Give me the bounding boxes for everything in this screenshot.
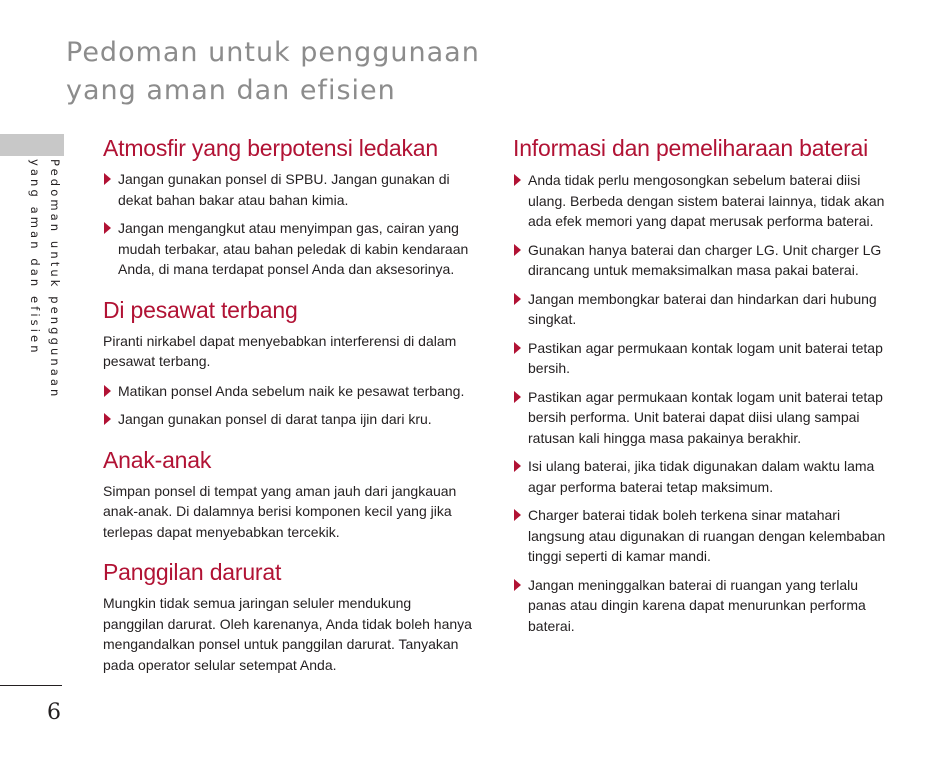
triangle-bullet-icon	[514, 509, 521, 521]
bullet-text: Matikan ponsel Anda sebelum naik ke pesawat terbang.	[118, 382, 465, 399]
triangle-bullet-icon	[514, 293, 521, 305]
section-children	[103, 446, 475, 543]
bullet-text: Jangan gunakan ponsel di darat tanpa ijin dari kru.	[118, 411, 432, 427]
bullet-text: Jangan gunakan ponsel di SPBU. Jangan gunakan di dekat bahan bakar atau bahan kimia.	[118, 171, 450, 208]
paragraph: Piranti nirkabel dapat menyebabkan interferensi di dalam pesawat terbang.	[103, 332, 457, 369]
heading-emergency-calls: Panggilan darurat	[103, 559, 282, 585]
list-item	[513, 387, 893, 449]
bullet-list	[513, 170, 893, 636]
side-tab	[22, 159, 62, 400]
heading-explosive-atmosphere: Atmosfir yang berpotensi ledakan	[103, 135, 438, 161]
section-explosive-atmosphere	[103, 134, 475, 280]
side-tab-line-2: yang aman dan efisien	[28, 159, 42, 356]
list-item	[513, 240, 893, 281]
bullet-text: Isi ulang baterai, jika tidak digunakan dalam waktu lama agar performa baterai tetap maksimum.	[528, 458, 875, 495]
section-emergency-calls	[103, 558, 475, 675]
list-item	[513, 170, 893, 232]
triangle-bullet-icon	[514, 244, 521, 256]
triangle-bullet-icon	[514, 391, 521, 403]
heading-aircraft: Di pesawat terbang	[103, 296, 298, 323]
page-title	[66, 34, 626, 110]
bullet-text: Jangan membongkar baterai dan hindarkan dari hubung singkat.	[528, 290, 877, 327]
bullet-list	[103, 169, 475, 280]
bullet-text: Anda tidak perlu mengosongkan sebelum baterai diisi ulang. Berbeda dengan sistem baterai lainnya, tidak akan ada efek memori yang dapat merusak performa baterai.	[528, 172, 885, 229]
page-title-line-1: Pedoman untuk penggunaan	[66, 37, 480, 68]
list-item	[103, 218, 475, 280]
bullet-text: Jangan meninggalkan baterai di ruangan yang terlalu panas atau dingin karena dapat menurunkan performa baterai.	[528, 576, 866, 634]
side-tab-bar	[0, 134, 64, 156]
list-item	[513, 505, 893, 567]
list-item	[103, 409, 475, 430]
list-item	[513, 456, 893, 497]
list-item	[103, 381, 475, 402]
triangle-bullet-icon	[104, 173, 111, 185]
triangle-bullet-icon	[104, 413, 111, 425]
heading-children: Anak-anak	[103, 446, 212, 473]
list-item	[513, 338, 893, 379]
triangle-bullet-icon	[104, 385, 111, 397]
side-tab-line-1: Pedoman untuk penggunaan	[48, 159, 62, 400]
triangle-bullet-icon	[514, 579, 521, 591]
triangle-bullet-icon	[104, 222, 111, 234]
bullet-list	[103, 381, 475, 430]
page-title-line-2: yang aman dan efisien	[66, 75, 396, 106]
left-column	[103, 134, 475, 675]
list-item	[513, 575, 893, 637]
page-number: 6	[47, 700, 61, 725]
heading-battery-care: Informasi dan pemeliharaan baterai	[513, 135, 869, 161]
triangle-bullet-icon	[514, 174, 521, 186]
paragraph: Simpan ponsel di tempat yang aman jauh dari jangkauan anak-anak. Di dalamnya berisi komponen kecil yang jika terlepas dapat menyebabkan tercekik.	[103, 482, 457, 540]
bullet-text: Jangan mengangkut atau menyimpan gas, cairan yang mudah terbakar, atau bahan peledak di kabin kendaraan Anda, di mana terdapat ponsel Anda dan aksesorinya.	[118, 220, 469, 277]
list-item	[103, 169, 475, 210]
paragraph: Mungkin tidak semua jaringan seluler mendukung panggilan darurat. Oleh karenanya, Anda tidak boleh hanya mengandalkan ponsel untuk panggilan darurat. Tanyakan pada operator selular setempat Anda.	[103, 595, 472, 673]
bullet-text: Charger baterai tidak boleh terkena sinar matahari langsung atau digunakan di ruangan dengan kelembaban tinggi seperti di kamar mandi.	[528, 507, 886, 564]
triangle-bullet-icon	[514, 460, 521, 472]
footer-divider	[0, 685, 62, 686]
bullet-text: Pastikan agar permukaan kontak logam unit baterai tetap bersih performa. Unit baterai dapat diisi ulang sampai ratusan kali hingga masa pakainya berakhir.	[528, 388, 883, 446]
section-battery-care	[513, 134, 893, 636]
bullet-text: Gunakan hanya baterai dan charger LG. Unit charger LG dirancang untuk memaksimalkan masa pakai baterai.	[528, 241, 882, 278]
list-item	[513, 289, 893, 330]
bullet-text: Pastikan agar permukaan kontak logam unit baterai tetap bersih.	[528, 339, 883, 376]
triangle-bullet-icon	[514, 342, 521, 354]
right-column	[513, 134, 893, 636]
section-aircraft	[103, 296, 475, 430]
